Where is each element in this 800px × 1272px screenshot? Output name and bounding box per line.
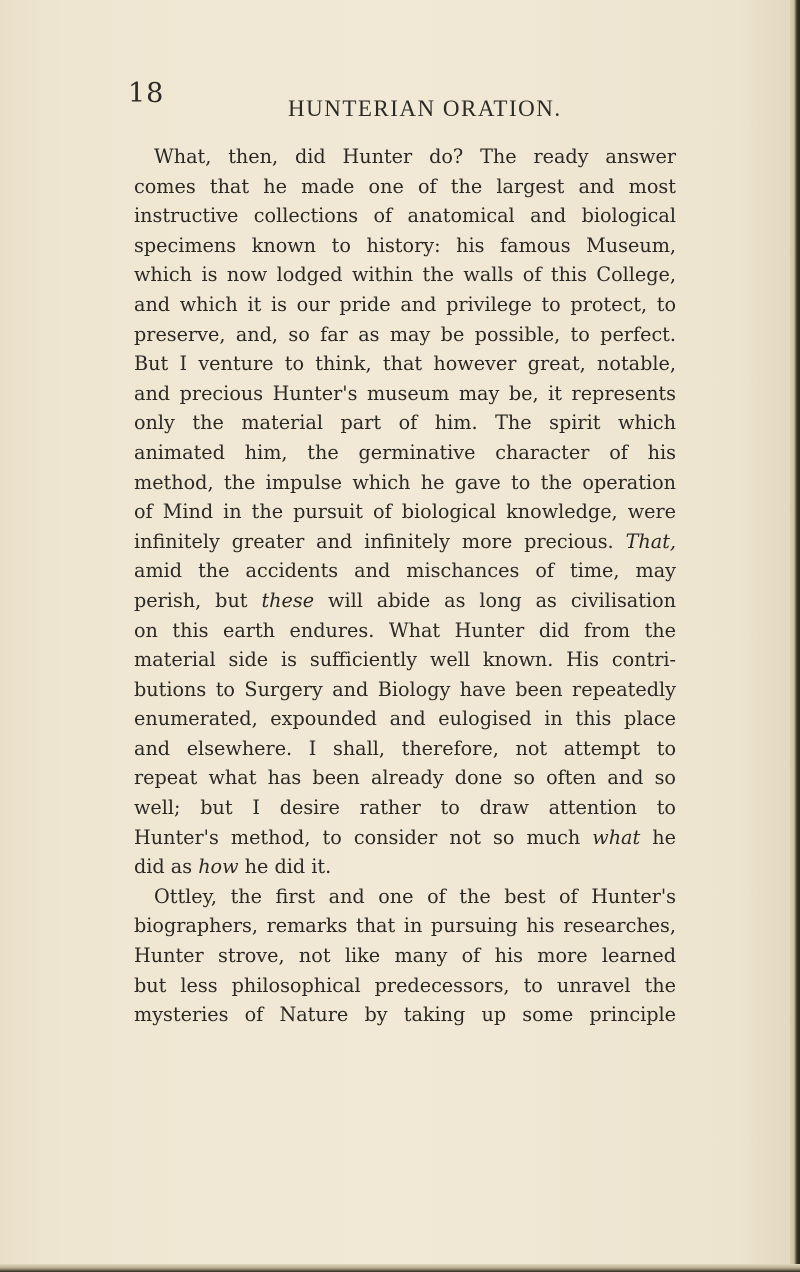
- text-line: [134, 527, 676, 557]
- text-line: mysteries of Nature by taking up some principle: [134, 1003, 676, 1027]
- italic-word: these: [261, 588, 315, 612]
- text-line: But I venture to think, that however great, notable,: [134, 352, 676, 376]
- text-line: repeat what has been already done so often and so: [134, 766, 676, 790]
- text-line: biographers, remarks that in pursuing his researches,: [134, 914, 676, 938]
- text-line: enumerated, expounded and eulogised in this place: [134, 707, 676, 731]
- text-line: animated him, the germinative character of his: [134, 440, 676, 464]
- text-line: of Mind in the pursuit of biological knowledge, were: [134, 500, 676, 524]
- text-line: instructive collections of anatomical and biological: [134, 204, 676, 228]
- body-text: [134, 142, 676, 1030]
- text-segment: he: [652, 825, 676, 849]
- text-line: and elsewhere. I shall, therefore, not attempt to: [134, 736, 676, 760]
- text-line: method, the impulse which he gave to the operation: [134, 470, 676, 494]
- running-head: HUNTERIAN ORATION.: [288, 96, 562, 121]
- text-segment: perish, but: [134, 588, 248, 612]
- text-line: [134, 852, 676, 882]
- page-bottom-edge: [0, 1264, 800, 1272]
- text-line: butions to Surgery and Biology have been repeatedly: [134, 677, 676, 701]
- text-line: [134, 823, 676, 853]
- text-line: specimens known to history: his famous Museum,: [134, 233, 676, 257]
- italic-word: That,: [625, 529, 676, 553]
- italic-word: what: [592, 825, 641, 849]
- page-edge-shadow: [790, 0, 800, 1272]
- text-line: and precious Hunter's museum may be, it represents: [134, 381, 676, 405]
- text-line: and which it is our pride and privilege to protect, to: [134, 292, 676, 316]
- text-line: Hunter strove, not like many of his more learned: [134, 944, 676, 968]
- text-segment: Hunter's method, to consider not so much: [134, 825, 581, 849]
- text-segment: he did it.: [244, 855, 332, 879]
- text-segment: did as: [134, 855, 193, 879]
- text-segment: infinitely greater and infinitely more precious.: [134, 529, 614, 553]
- text-line: preserve, and, so far as may be possible, to perfect.: [134, 322, 676, 346]
- text-line: only the material part of him. The spirit which: [134, 411, 676, 435]
- text-line: What, then, did Hunter do? The ready answer: [154, 145, 676, 168]
- italic-word: how: [198, 855, 239, 879]
- text-line: Ottley, the first and one of the best of Hunter's: [154, 884, 676, 908]
- text-line: [134, 586, 676, 616]
- text-line: comes that he made one of the largest and most: [134, 174, 676, 198]
- text-segment: will abide as long as civilisation: [328, 588, 676, 612]
- text-line: but less philosophical predecessors, to unravel the: [134, 973, 676, 997]
- text-line: material side is sufficiently well known. His contri-: [134, 648, 676, 672]
- text-line: well; but I desire rather to draw attention to: [134, 796, 676, 820]
- text-line: amid the accidents and mischances of time, may: [134, 559, 676, 583]
- text-line: on this earth endures. What Hunter did from the: [134, 618, 676, 642]
- text-line: which is now lodged within the walls of this College,: [134, 263, 676, 287]
- page-number: 18: [128, 78, 165, 109]
